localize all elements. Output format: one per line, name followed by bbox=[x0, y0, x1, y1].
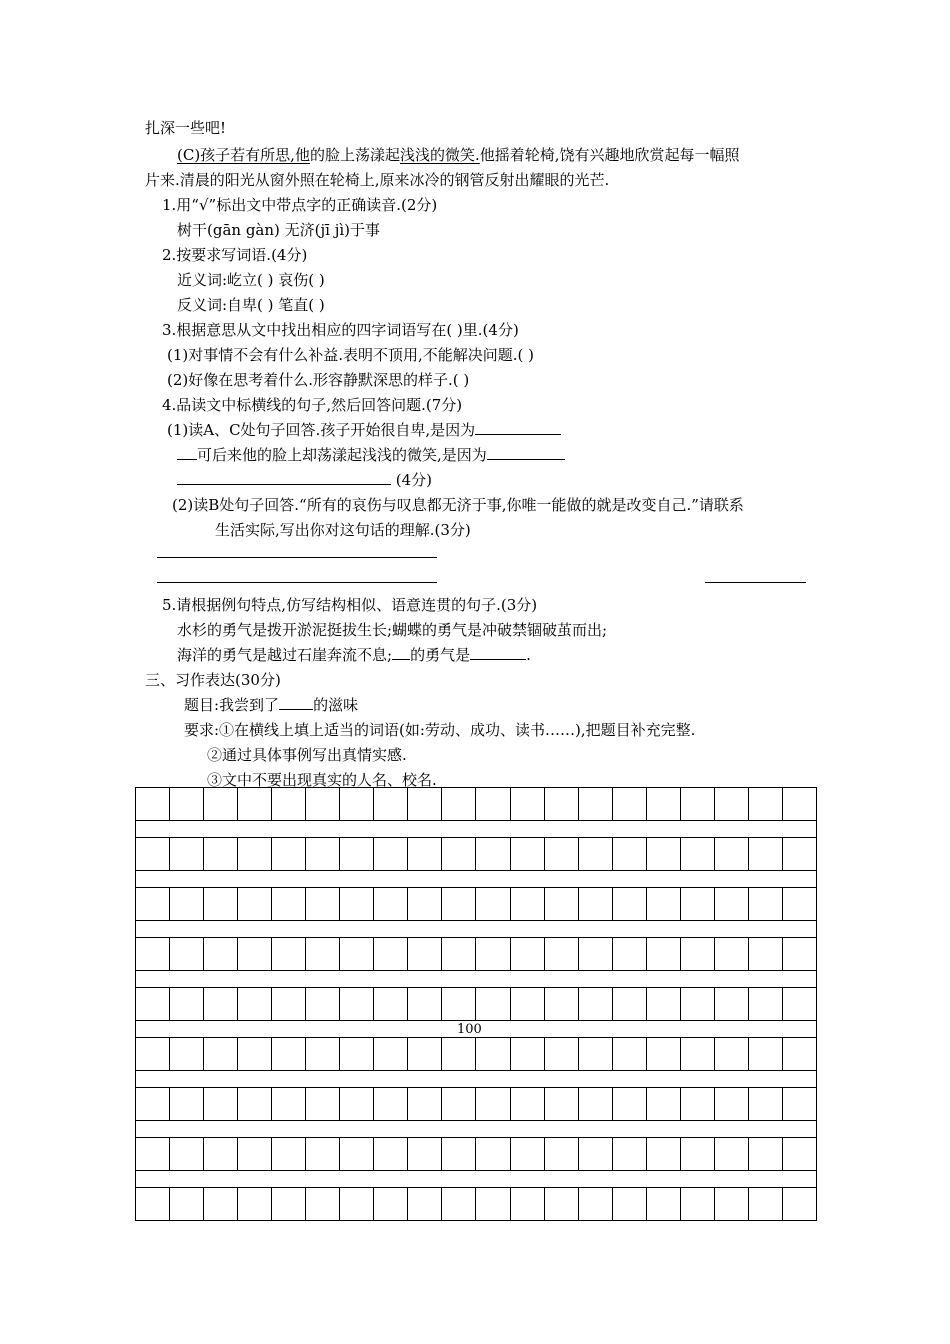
q4-title: 4.品读文中标横线的句子,然后回答问题.(7分) bbox=[162, 396, 463, 414]
grid-cell[interactable] bbox=[407, 837, 442, 871]
grid-cell[interactable] bbox=[339, 1137, 374, 1171]
q5-task-b: 的勇气是 bbox=[410, 646, 471, 664]
grid-cell[interactable] bbox=[578, 887, 613, 921]
grid-cell[interactable] bbox=[475, 937, 510, 971]
grid-cell[interactable] bbox=[612, 987, 647, 1021]
grid-cell[interactable] bbox=[680, 937, 715, 971]
grid-cell[interactable] bbox=[407, 1037, 442, 1071]
grid-cell[interactable] bbox=[339, 887, 374, 921]
grid-cell[interactable] bbox=[782, 1087, 817, 1121]
grid-cell[interactable] bbox=[646, 1087, 681, 1121]
grid-cell[interactable] bbox=[203, 987, 238, 1021]
grid-cell[interactable] bbox=[169, 987, 204, 1021]
grid-cell[interactable] bbox=[680, 887, 715, 921]
grid-cell[interactable] bbox=[135, 887, 170, 921]
grid-cell[interactable] bbox=[135, 787, 170, 821]
grid-cell[interactable] bbox=[680, 987, 715, 1021]
grid-cell[interactable] bbox=[339, 987, 374, 1021]
grid-cell[interactable] bbox=[135, 1037, 170, 1071]
q1-content: 树干(gān gàn) 无济(jī jì)于事 bbox=[177, 221, 381, 239]
grid-cell[interactable] bbox=[646, 887, 681, 921]
grid-cell[interactable] bbox=[680, 1037, 715, 1071]
q2-title: 2.按要求写词语.(4分) bbox=[162, 246, 308, 264]
grid-cell[interactable] bbox=[135, 1137, 170, 1171]
grid-cell[interactable] bbox=[544, 1137, 579, 1171]
grid-cell[interactable] bbox=[510, 837, 545, 871]
grid-cell[interactable] bbox=[544, 1187, 579, 1221]
grid-cell[interactable] bbox=[373, 1087, 408, 1121]
q4-sub2-line1: (2)读B处句子回答.“所有的哀伤与叹息都无济于事,你唯一能做的就是改变自己.”请联系 bbox=[172, 496, 744, 514]
grid-cell[interactable] bbox=[203, 1087, 238, 1121]
grid-cell[interactable] bbox=[407, 887, 442, 921]
q5-title: 5.请根据例句特点,仿写结构相似、语意连贯的句子.(3分) bbox=[162, 596, 538, 614]
grid-cell[interactable] bbox=[646, 937, 681, 971]
grid-cell[interactable] bbox=[782, 937, 817, 971]
grid-cell[interactable] bbox=[237, 787, 272, 821]
grid-cell[interactable] bbox=[475, 787, 510, 821]
grid-cell[interactable] bbox=[407, 1087, 442, 1121]
grid-cell[interactable] bbox=[407, 1137, 442, 1171]
grid-cell[interactable] bbox=[782, 1037, 817, 1071]
answer-blank[interactable] bbox=[392, 645, 410, 660]
grid-cell[interactable] bbox=[407, 787, 442, 821]
grid-cell[interactable] bbox=[578, 1087, 613, 1121]
grid-cell[interactable] bbox=[271, 1037, 306, 1071]
grid-cell[interactable] bbox=[305, 887, 340, 921]
grid-cell[interactable] bbox=[271, 837, 306, 871]
grid-cell[interactable] bbox=[578, 787, 613, 821]
grid-cell[interactable] bbox=[475, 887, 510, 921]
grid-cell[interactable] bbox=[475, 1037, 510, 1071]
passage-c-mid: 的脸上荡漾起 bbox=[309, 146, 400, 164]
grid-cell[interactable] bbox=[407, 937, 442, 971]
grid-cell[interactable] bbox=[748, 787, 783, 821]
grid-cell[interactable] bbox=[782, 987, 817, 1021]
grid-cell[interactable] bbox=[339, 1087, 374, 1121]
grid-cell[interactable] bbox=[714, 987, 749, 1021]
q4-sub1-line1 bbox=[167, 420, 561, 440]
grid-row[interactable] bbox=[135, 937, 817, 971]
grid-row[interactable] bbox=[135, 787, 817, 821]
grid-cell[interactable] bbox=[578, 1187, 613, 1221]
essay-requirement-3: ③文中不要出现真实的人名、校名. bbox=[207, 771, 437, 789]
grid-row[interactable] bbox=[135, 1137, 817, 1171]
grid-cell[interactable] bbox=[782, 1187, 817, 1221]
answer-line[interactable] bbox=[157, 557, 437, 558]
section3-heading: 三、习作表达(30分) bbox=[145, 671, 281, 689]
q1-title: 1.用“√”标出文中带点字的正确读音.(2分) bbox=[162, 196, 438, 214]
q4-sub1-line2 bbox=[177, 445, 565, 465]
q3-item-2: (2)好像在思考着什么.形容静默深思的样子.( ) bbox=[167, 371, 470, 389]
grid-cell[interactable] bbox=[612, 837, 647, 871]
grid-cell[interactable] bbox=[714, 887, 749, 921]
grid-cell[interactable] bbox=[271, 787, 306, 821]
grid-cell[interactable] bbox=[748, 1187, 783, 1221]
grid-row-gap bbox=[135, 971, 817, 987]
grid-cell[interactable] bbox=[441, 937, 476, 971]
answer-blank[interactable] bbox=[470, 645, 526, 660]
grid-cell[interactable] bbox=[373, 1187, 408, 1221]
passage-line-0: 扎深一些吧! bbox=[145, 119, 227, 137]
grid-cell[interactable] bbox=[510, 1137, 545, 1171]
essay-topic bbox=[184, 695, 358, 715]
grid-cell[interactable] bbox=[544, 937, 579, 971]
grid-cell[interactable] bbox=[748, 1037, 783, 1071]
grid-cell[interactable] bbox=[203, 937, 238, 971]
grid-cell[interactable] bbox=[578, 937, 613, 971]
grid-cell[interactable] bbox=[680, 837, 715, 871]
q5-task-c: . bbox=[526, 646, 531, 664]
grid-cell[interactable] bbox=[510, 1087, 545, 1121]
grid-cell[interactable] bbox=[407, 987, 442, 1021]
grid-cell[interactable] bbox=[714, 1137, 749, 1171]
grid-row-gap bbox=[135, 871, 817, 887]
grid-cell[interactable] bbox=[748, 1137, 783, 1171]
grid-cell[interactable] bbox=[782, 787, 817, 821]
grid-row-gap bbox=[135, 1071, 817, 1087]
answer-line[interactable] bbox=[157, 582, 437, 583]
grid-cell[interactable] bbox=[305, 787, 340, 821]
topic-blank[interactable] bbox=[279, 695, 313, 710]
grid-cell[interactable] bbox=[680, 1087, 715, 1121]
grid-cell[interactable] bbox=[203, 887, 238, 921]
grid-cell[interactable] bbox=[271, 1187, 306, 1221]
grid-cell[interactable] bbox=[578, 1137, 613, 1171]
grid-cell[interactable] bbox=[544, 1087, 579, 1121]
grid-cell[interactable] bbox=[578, 1037, 613, 1071]
grid-row[interactable] bbox=[135, 1037, 817, 1071]
grid-cell[interactable] bbox=[305, 1137, 340, 1171]
grid-cell[interactable] bbox=[646, 1037, 681, 1071]
grid-cell[interactable] bbox=[237, 1037, 272, 1071]
grid-cell[interactable] bbox=[373, 837, 408, 871]
grid-cell[interactable] bbox=[782, 837, 817, 871]
grid-row-gap bbox=[135, 1121, 817, 1137]
grid-row[interactable] bbox=[135, 987, 817, 1021]
passage-line-1 bbox=[177, 145, 740, 165]
q3-item-1: (1)对事情不会有什么补益.表明不顶用,不能解决问题.( ) bbox=[167, 346, 535, 364]
grid-cell[interactable] bbox=[271, 887, 306, 921]
grid-cell[interactable] bbox=[544, 987, 579, 1021]
grid-cell[interactable] bbox=[339, 837, 374, 871]
grid-cell[interactable] bbox=[612, 1087, 647, 1121]
grid-cell[interactable] bbox=[748, 987, 783, 1021]
grid-cell[interactable] bbox=[748, 887, 783, 921]
passage-line-2: 片来.清晨的阳光从窗外照在轮椅上,原来冰冷的钢管反射出耀眼的光芒. bbox=[145, 171, 610, 189]
grid-cell[interactable] bbox=[373, 1137, 408, 1171]
grid-cell[interactable] bbox=[169, 1187, 204, 1221]
grid-cell[interactable] bbox=[646, 1137, 681, 1171]
grid-cell[interactable] bbox=[169, 837, 204, 871]
grid-cell[interactable] bbox=[612, 787, 647, 821]
grid-cell[interactable] bbox=[748, 937, 783, 971]
essay-topic-b: 的滋味 bbox=[313, 696, 359, 714]
grid-cell[interactable] bbox=[203, 1187, 238, 1221]
grid-row[interactable] bbox=[135, 1087, 817, 1121]
grid-cell[interactable] bbox=[544, 887, 579, 921]
essay-topic-a: 题目:我尝到了 bbox=[184, 696, 280, 714]
grid-cell[interactable] bbox=[544, 837, 579, 871]
grid-row-gap bbox=[135, 1171, 817, 1187]
q4-sub1-line3 bbox=[177, 470, 432, 490]
grid-row-gap bbox=[135, 921, 817, 937]
grid-cell[interactable] bbox=[305, 1187, 340, 1221]
grid-row[interactable] bbox=[135, 837, 817, 871]
grid-cell[interactable] bbox=[135, 987, 170, 1021]
grid-cell[interactable] bbox=[169, 937, 204, 971]
grid-cell[interactable] bbox=[680, 787, 715, 821]
grid-cell[interactable] bbox=[169, 1087, 204, 1121]
passage-c-label: (C)孩子若有所思,他 bbox=[177, 146, 310, 164]
grid-cell[interactable] bbox=[203, 1037, 238, 1071]
grid-cell[interactable] bbox=[714, 1037, 749, 1071]
grid-cell[interactable] bbox=[169, 1037, 204, 1071]
grid-cell[interactable] bbox=[646, 837, 681, 871]
grid-cell[interactable] bbox=[578, 987, 613, 1021]
grid-cell[interactable] bbox=[441, 787, 476, 821]
grid-cell[interactable] bbox=[578, 837, 613, 871]
grid-cell[interactable] bbox=[714, 837, 749, 871]
grid-cell[interactable] bbox=[237, 937, 272, 971]
grid-cell[interactable] bbox=[237, 837, 272, 871]
grid-cell[interactable] bbox=[612, 887, 647, 921]
q4-sub1-score: (4分) bbox=[395, 471, 433, 489]
q5-example: 水杉的勇气是拨开淤泥挺拔生长;蝴蝶的勇气是冲破禁锢破茧而出; bbox=[177, 621, 608, 639]
q3-title: 3.根据意思从文中找出相应的四字词语写在( )里.(4分) bbox=[162, 321, 519, 339]
grid-cell[interactable] bbox=[714, 1087, 749, 1121]
answer-line[interactable] bbox=[705, 582, 806, 583]
grid-row-gap bbox=[135, 821, 817, 837]
grid-cell[interactable] bbox=[373, 1037, 408, 1071]
grid-cell[interactable] bbox=[237, 1187, 272, 1221]
grid-cell[interactable] bbox=[475, 1137, 510, 1171]
grid-cell[interactable] bbox=[441, 1187, 476, 1221]
grid-cell[interactable] bbox=[271, 1137, 306, 1171]
grid-cell[interactable] bbox=[373, 987, 408, 1021]
grid-cell[interactable] bbox=[475, 837, 510, 871]
grid-cell[interactable] bbox=[475, 987, 510, 1021]
q5-task bbox=[177, 645, 531, 665]
grid-cell[interactable] bbox=[373, 937, 408, 971]
grid-cell[interactable] bbox=[135, 1087, 170, 1121]
q2-synonyms: 近义词:屹立( ) 哀伤( ) bbox=[177, 271, 325, 289]
grid-cell[interactable] bbox=[680, 1137, 715, 1171]
q4-sub1-text-a: (1)读A、C处句子回答.孩子开始很自卑,是因为 bbox=[167, 421, 476, 439]
grid-cell[interactable] bbox=[441, 1037, 476, 1071]
q4-sub1-text-b: 可后来他的脸上却荡漾起浅浅的微笑,是因为 bbox=[197, 446, 487, 464]
grid-cell[interactable] bbox=[237, 987, 272, 1021]
grid-cell[interactable] bbox=[169, 887, 204, 921]
grid-cell[interactable] bbox=[475, 1087, 510, 1121]
grid-cell[interactable] bbox=[271, 987, 306, 1021]
grid-cell[interactable] bbox=[305, 837, 340, 871]
essay-writing-grid[interactable] bbox=[135, 787, 817, 1194]
grid-cell[interactable] bbox=[237, 1087, 272, 1121]
grid-cell[interactable] bbox=[203, 1137, 238, 1171]
grid-cell[interactable] bbox=[646, 987, 681, 1021]
grid-cell[interactable] bbox=[169, 787, 204, 821]
grid-cell[interactable] bbox=[237, 887, 272, 921]
answer-blank[interactable] bbox=[475, 420, 561, 435]
grid-cell[interactable] bbox=[271, 1087, 306, 1121]
grid-cell[interactable] bbox=[305, 1037, 340, 1071]
grid-cell[interactable] bbox=[203, 837, 238, 871]
grid-cell[interactable] bbox=[782, 887, 817, 921]
grid-cell[interactable] bbox=[135, 1187, 170, 1221]
grid-cell[interactable] bbox=[510, 1187, 545, 1221]
answer-blank[interactable] bbox=[177, 445, 197, 460]
grid-cell[interactable] bbox=[510, 987, 545, 1021]
grid-cell[interactable] bbox=[714, 787, 749, 821]
grid-cell[interactable] bbox=[612, 937, 647, 971]
grid-row[interactable] bbox=[135, 1187, 817, 1221]
grid-cell[interactable] bbox=[612, 1187, 647, 1221]
grid-cell[interactable] bbox=[441, 837, 476, 871]
grid-cell[interactable] bbox=[407, 1187, 442, 1221]
answer-blank[interactable] bbox=[177, 470, 391, 485]
answer-blank[interactable] bbox=[487, 445, 565, 460]
grid-cell[interactable] bbox=[373, 787, 408, 821]
essay-requirement-1: 要求:①在横线上填上适当的词语(如:劳动、成功、读书……),把题目补充完整. bbox=[184, 721, 696, 739]
grid-cell[interactable] bbox=[135, 937, 170, 971]
grid-cell[interactable] bbox=[203, 787, 238, 821]
grid-cell[interactable] bbox=[169, 1137, 204, 1171]
grid-cell[interactable] bbox=[339, 787, 374, 821]
grid-cell[interactable] bbox=[646, 787, 681, 821]
grid-cell[interactable] bbox=[339, 937, 374, 971]
grid-cell[interactable] bbox=[612, 1037, 647, 1071]
grid-cell[interactable] bbox=[441, 1137, 476, 1171]
grid-cell[interactable] bbox=[339, 1037, 374, 1071]
grid-cell[interactable] bbox=[271, 937, 306, 971]
grid-cell[interactable] bbox=[612, 1137, 647, 1171]
word-count-mark: 100 bbox=[457, 1022, 482, 1037]
grid-cell[interactable] bbox=[441, 987, 476, 1021]
grid-cell[interactable] bbox=[441, 1087, 476, 1121]
grid-cell[interactable] bbox=[305, 937, 340, 971]
grid-cell[interactable] bbox=[544, 787, 579, 821]
grid-cell[interactable] bbox=[748, 1087, 783, 1121]
grid-cell[interactable] bbox=[544, 1037, 579, 1071]
q4-sub2-line2: 生活实际,写出你对这句话的理解.(3分) bbox=[215, 521, 471, 539]
grid-cell[interactable] bbox=[714, 937, 749, 971]
grid-cell[interactable] bbox=[510, 787, 545, 821]
grid-row[interactable] bbox=[135, 887, 817, 921]
passage-c-rest: 他摇着轮椅,饶有兴趣地欣赏起每一幅照 bbox=[479, 146, 740, 164]
grid-cell[interactable] bbox=[475, 1187, 510, 1221]
grid-cell[interactable] bbox=[339, 1187, 374, 1221]
grid-cell[interactable] bbox=[237, 1137, 272, 1171]
essay-requirement-2: ②通过具体事例写出真情实感. bbox=[207, 746, 407, 764]
grid-cell[interactable] bbox=[135, 837, 170, 871]
q2-antonyms: 反义词:自卑( ) 笔直( ) bbox=[177, 296, 325, 314]
grid-cell[interactable] bbox=[305, 987, 340, 1021]
grid-cell[interactable] bbox=[680, 1187, 715, 1221]
q5-task-a: 海洋的勇气是越过石崖奔流不息; bbox=[177, 646, 393, 664]
grid-cell[interactable] bbox=[510, 937, 545, 971]
grid-cell[interactable] bbox=[510, 887, 545, 921]
grid-cell[interactable] bbox=[373, 887, 408, 921]
grid-cell[interactable] bbox=[441, 887, 476, 921]
grid-cell[interactable] bbox=[782, 1137, 817, 1171]
grid-cell[interactable] bbox=[305, 1087, 340, 1121]
passage-c-underlined: 浅浅的微笑. bbox=[399, 146, 480, 164]
grid-cell[interactable] bbox=[510, 1037, 545, 1071]
grid-cell[interactable] bbox=[714, 1187, 749, 1221]
grid-cell[interactable] bbox=[748, 837, 783, 871]
grid-cell[interactable] bbox=[646, 1187, 681, 1221]
